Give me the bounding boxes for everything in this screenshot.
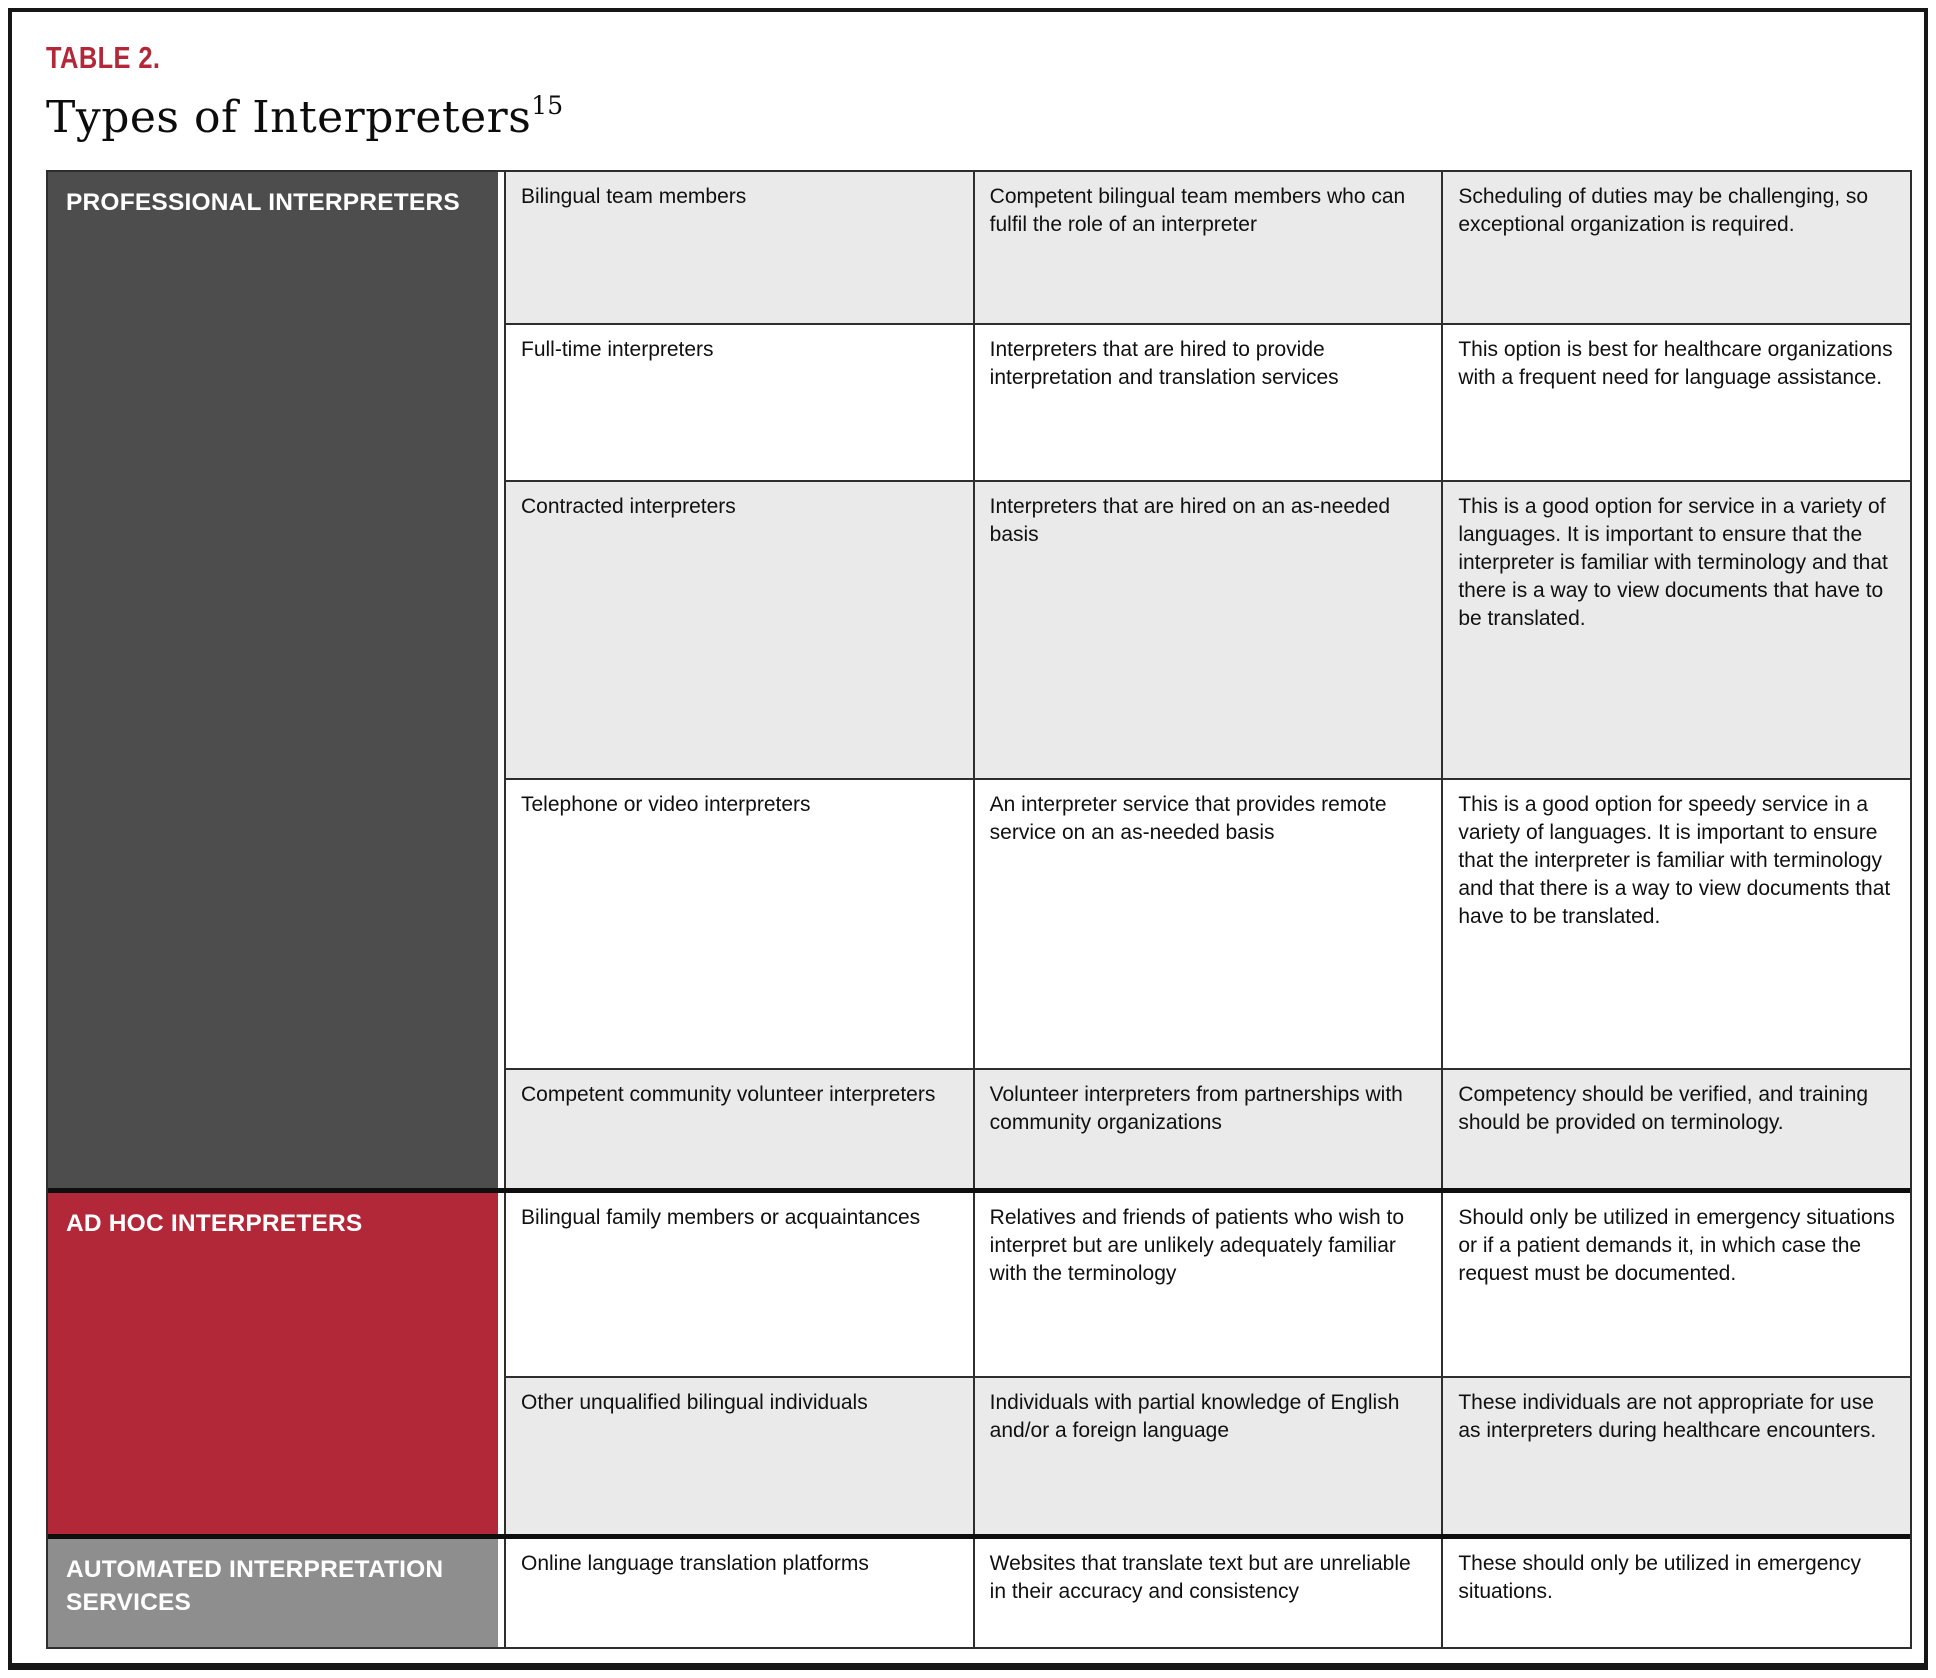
description-cell: An interpreter service that provides remote service on an as-needed basis — [973, 780, 1442, 1068]
table-section — [48, 1188, 1910, 1534]
footnote-reference: 15 — [531, 91, 564, 120]
table-row — [504, 323, 1910, 480]
page-title — [46, 92, 1896, 142]
type-cell: Bilingual team members — [504, 172, 973, 323]
table-row — [504, 1539, 1910, 1647]
notes-cell: Competency should be verified, and training should be provided on terminology. — [1441, 1070, 1910, 1188]
description-cell: Interpreters that are hired on an as-needed basis — [973, 482, 1442, 778]
description-cell: Interpreters that are hired to provide interpretation and translation services — [973, 325, 1442, 480]
table-section — [48, 172, 1910, 1188]
type-cell: Online language translation platforms — [504, 1539, 973, 1647]
table-row — [504, 778, 1910, 1068]
type-cell: Telephone or video interpreters — [504, 780, 973, 1068]
table-label: TABLE 2. — [46, 40, 161, 75]
category-header: PROFESSIONAL INTERPRETERS — [48, 172, 504, 1188]
notes-cell: This option is best for healthcare organizations with a frequent need for language assistance. — [1441, 325, 1910, 480]
page-frame — [8, 8, 1928, 1670]
description-cell: Websites that translate text but are unreliable in their accuracy and consistency — [973, 1539, 1442, 1647]
type-cell: Competent community volunteer interpreters — [504, 1070, 973, 1188]
page-title-text: Types of Interpreters — [46, 92, 532, 143]
content — [46, 38, 1896, 1649]
type-cell: Other unqualified bilingual individuals — [504, 1378, 973, 1534]
type-cell: Bilingual family members or acquaintances — [504, 1193, 973, 1376]
type-cell: Contracted interpreters — [504, 482, 973, 778]
notes-cell: These should only be utilized in emergency situations. — [1441, 1539, 1910, 1647]
notes-cell: Should only be utilized in emergency situations or if a patient demands it, in which case the request must be documented. — [1441, 1193, 1910, 1376]
table-section — [48, 1534, 1910, 1647]
table-row — [504, 172, 1910, 323]
description-cell: Volunteer interpreters from partnerships with community organizations — [973, 1070, 1442, 1188]
category-header: AD HOC INTERPRETERS — [48, 1193, 504, 1534]
types-table — [46, 170, 1912, 1649]
section-rows — [504, 1539, 1910, 1647]
section-rows — [504, 1193, 1910, 1534]
description-cell: Competent bilingual team members who can fulfil the role of an interpreter — [973, 172, 1442, 323]
notes-cell: These individuals are not appropriate for use as interpreters during healthcare encounters. — [1441, 1378, 1910, 1534]
type-cell: Full-time interpreters — [504, 325, 973, 480]
notes-cell: This is a good option for service in a variety of languages. It is important to ensure that the interpreter is familiar with terminology and that there is a way to view documents that have to be translated. — [1441, 482, 1910, 778]
section-rows — [504, 172, 1910, 1188]
category-header: AUTOMATED INTERPRETATION SERVICES — [48, 1539, 504, 1647]
notes-cell: Scheduling of duties may be challenging, so exceptional organization is required. — [1441, 172, 1910, 323]
notes-cell: This is a good option for speedy service in a variety of languages. It is important to ensure that the interpreter is familiar with terminology and that there is a way to view documents that have to be translated. — [1441, 780, 1910, 1068]
description-cell: Relatives and friends of patients who wish to interpret but are unlikely adequately familiar with the terminology — [973, 1193, 1442, 1376]
table-row — [504, 480, 1910, 778]
table-row — [504, 1376, 1910, 1534]
table-row — [504, 1193, 1910, 1376]
description-cell: Individuals with partial knowledge of English and/or a foreign language — [973, 1378, 1442, 1534]
table-row — [504, 1068, 1910, 1188]
